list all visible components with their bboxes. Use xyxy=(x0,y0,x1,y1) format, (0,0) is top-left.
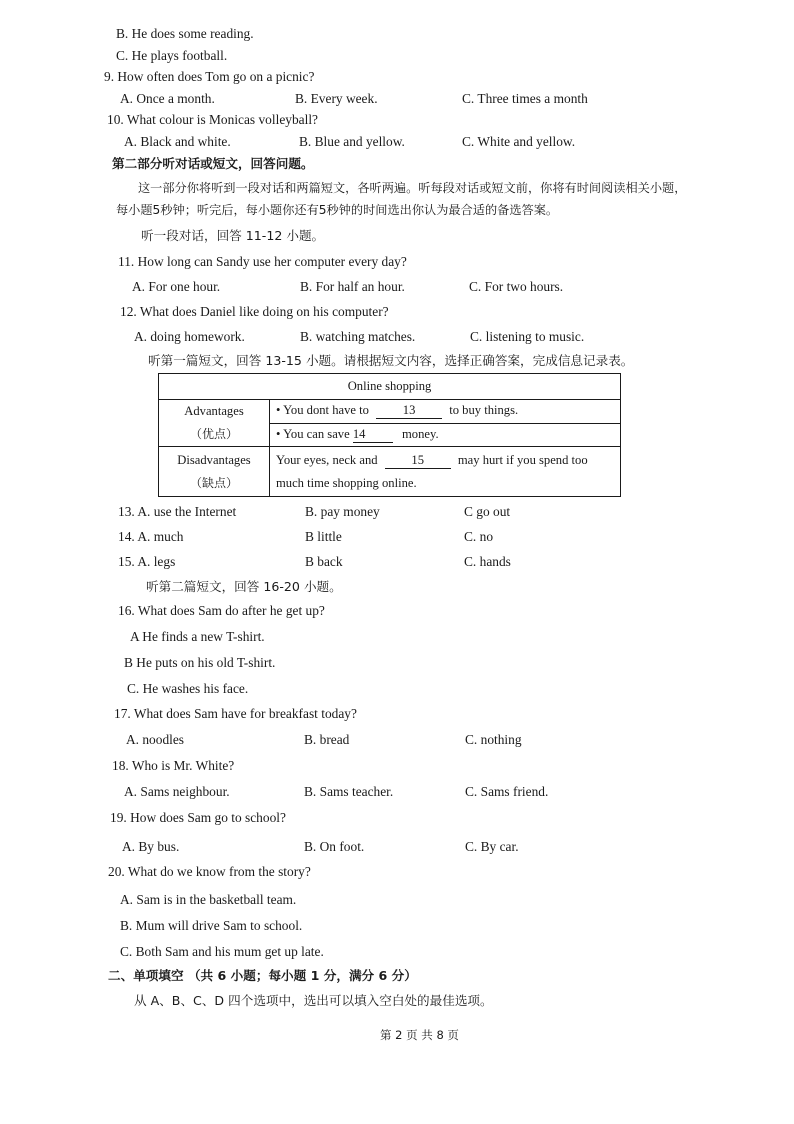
q13-option-b: B. pay money xyxy=(305,504,380,519)
q16-option-c: C. He washes his face. xyxy=(127,681,249,696)
q18-option-c: C. Sams friend. xyxy=(465,784,549,799)
q16-option-a: A He finds a new T-shirt. xyxy=(130,629,265,644)
part2-instruction-line2: 每小题5秒钟；听完后，每小题你还有5秒钟的时间选出你认为最合适的备选答案。 xyxy=(116,203,559,217)
disadvantages-label xyxy=(159,447,270,497)
blank-15: 15 xyxy=(385,452,451,469)
advantage-2 xyxy=(270,423,621,447)
q9-stem: 9. How often does Tom go on a picnic? xyxy=(104,69,315,84)
q20-option-c: C. Both Sam and his mum get up late. xyxy=(120,944,324,959)
dialog-instruction: 听一段对话，回答 11-12 小题。 xyxy=(141,228,325,243)
q17-option-a: A. noodles xyxy=(126,732,185,747)
q17-option-b: B. bread xyxy=(304,732,350,747)
section2-instruction: 从 A、B、C、D 四个选项中，选出可以填入空白处的最佳选项。 xyxy=(134,993,493,1008)
q12-option-b: B. watching matches. xyxy=(300,329,416,344)
q19-stem: 19. How does Sam go to school? xyxy=(110,810,286,825)
q11-stem: 11. How long can Sandy use her computer every day? xyxy=(118,254,407,269)
q12-option-c: C. listening to music. xyxy=(470,329,585,344)
blank-14: 14 xyxy=(353,427,393,443)
advantages-label-en: Advantages xyxy=(184,404,244,418)
q13-option-a: 13. A. use the Internet xyxy=(118,504,237,519)
disadvantages-label-cn: （缺点） xyxy=(189,475,238,490)
q11-option-a: A. For one hour. xyxy=(132,279,221,294)
q18-option-b: B. Sams teacher. xyxy=(304,784,394,799)
q17-option-c: C. nothing xyxy=(465,732,522,747)
q20-option-a: A. Sam is in the basketball team. xyxy=(120,892,297,907)
page-footer: 第 2 页 共 8 页 xyxy=(380,1028,459,1042)
disadvantage-pre: Your eyes, neck and xyxy=(276,452,378,467)
q19-option-b: B. On foot. xyxy=(304,839,365,854)
advantage-1-post: to buy things. xyxy=(449,403,519,418)
q10-stem: 10. What colour is Monicas volleyball? xyxy=(107,112,318,127)
q17-stem: 17. What does Sam have for breakfast today? xyxy=(114,706,357,721)
q19-option-a: A. By bus. xyxy=(122,839,180,854)
q18-option-a: A. Sams neighbour. xyxy=(124,784,230,799)
disadvantage xyxy=(270,447,621,497)
disadvantage-post: may hurt if you spend too xyxy=(457,452,588,467)
section2-title: 二、单项填空 （共 6 小题；每小题 1 分，满分 6 分） xyxy=(108,968,417,983)
q12-stem: 12. What does Daniel like doing on his computer? xyxy=(120,304,389,319)
q10-option-b: B. Blue and yellow. xyxy=(299,134,405,149)
q15-option-c: C. hands xyxy=(464,554,511,569)
passage2-instruction: 听第二篇短文，回答 16-20 小题。 xyxy=(146,579,342,594)
q20-option-b: B. Mum will drive Sam to school. xyxy=(120,918,303,933)
q9-option-a: A. Once a month. xyxy=(120,91,215,106)
q9-option-c: C. Three times a month xyxy=(462,91,588,106)
advantage-2-post: money. xyxy=(401,426,439,441)
q9-option-b: B. Every week. xyxy=(295,91,378,106)
q20-stem: 20. What do we know from the story? xyxy=(108,864,311,879)
part2-instruction-line1: 这一部分你将听到一段对话和两篇短文，各听两遍。听每段对话或短文前，你将有时间阅读相关小题， xyxy=(138,181,687,195)
q18-stem: 18. Who is Mr. White? xyxy=(112,758,235,773)
part2-title: 第二部分听对话或短文，回答问题。 xyxy=(112,156,314,171)
q10-option-c: C. White and yellow. xyxy=(462,134,576,149)
q13-option-c: C go out xyxy=(464,504,511,519)
advantages-label xyxy=(159,400,270,447)
advantage-1-pre: • You dont have to xyxy=(276,403,369,418)
q15-option-b: B back xyxy=(305,554,343,569)
disadvantages-label-en: Disadvantages xyxy=(177,452,251,467)
table-header: Online shopping xyxy=(159,374,621,400)
q14-option-c: C. no xyxy=(464,529,494,544)
advantage-2-pre: • You can save xyxy=(276,426,350,441)
q14-option-a: 14. A. much xyxy=(118,529,184,544)
disadvantage-line2: much time shopping online. xyxy=(276,475,417,490)
advantages-label-cn: （优点） xyxy=(189,427,238,441)
q8-option-b: B. He does some reading. xyxy=(116,26,254,41)
q12-option-a: A. doing homework. xyxy=(134,329,245,344)
passage1-instruction: 听第一篇短文，回答 13-15 小题。请根据短文内容，选择正确答案，完成信息记录表。 xyxy=(148,353,634,368)
q11-option-b: B. For half an hour. xyxy=(300,279,405,294)
q16-stem: 16. What does Sam do after he get up? xyxy=(118,603,325,618)
q11-option-c: C. For two hours. xyxy=(469,279,564,294)
q10-option-a: A. Black and white. xyxy=(124,134,231,149)
q15-option-a: 15. A. legs xyxy=(118,554,176,569)
advantage-1 xyxy=(270,400,621,424)
q16-option-b: B He puts on his old T-shirt. xyxy=(124,655,276,670)
blank-13: 13 xyxy=(376,403,442,419)
q19-option-c: C. By car. xyxy=(465,839,519,854)
q8-option-c: C. He plays football. xyxy=(116,48,228,63)
online-shopping-table xyxy=(158,373,621,497)
q14-option-b: B little xyxy=(305,529,342,544)
